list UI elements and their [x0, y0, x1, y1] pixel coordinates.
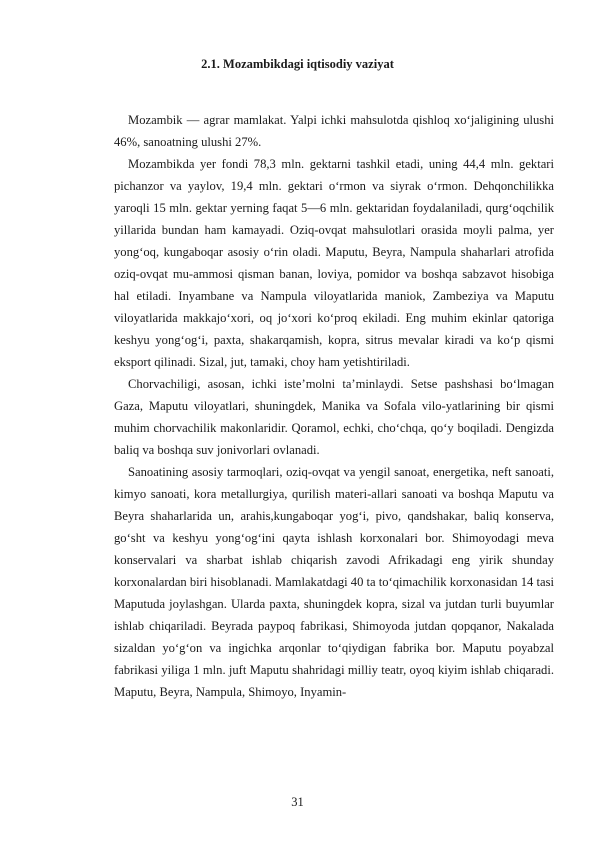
page-number: 31	[291, 795, 304, 809]
body-text	[114, 109, 554, 703]
paragraph-agriculture-share: Mozambik — agrar mamlakat. Yalpi ichki mahsulotda qishloq xo‘jaligining ulushi 46%, sanoatning ulushi 27%.	[114, 113, 554, 149]
section-title: 2.1. Mozambikdagi iqtisodiy vaziyat	[201, 57, 394, 71]
paragraph-livestock: Chorvachiligi, asosan, ichki iste’molni ta’minlaydi. Setse pashshasi bo‘lmagan Gaza, Maputu viloyatlari, shuningdek, Manika va Sofala vilo-yatlarining bir qismi muhim chorvachilik makonlaridir. Qoramol, echki, cho‘chqa, qo‘y boqiladi. Dengizda baliq va boshqa suv jonivorlari ovlanadi.	[114, 377, 554, 457]
paragraph-industry: Sanoatining asosiy tarmoqlari, oziq-ovqat va yengil sanoat, energetika, neft sanoati, kimyo sanoati, kora metallurgiya, qurilish materi-allari sanoati va boshqa Maputu va Beyra shaharlarida un, arahis,kungaboqar yog‘i, pivo, qandshakar, baliq konserva, go‘sht va keshyu yong‘og‘ini qayta ishlash korxonalari bor. Shimoyodagi meva konservalari va sharbat ishlab chiqarish zavodi Afrikadagi eng yirik shunday korxonalardan biri hisoblanadi. Mamlakatdagi 40 ta to‘qimachilik korxonasidan 14 tasi Maputuda joylashgan. Ularda paxta, shuningdek kopra, sizal va jutdan turli buyumlar ishlab chiqariladi. Beyrada paypoq fabrikasi, Shimoyoda jutdan qopqanor, Nakalada sizaldan yo‘g‘on va ingichka arqonlar to‘qiydigan fabrika bor. Maputu poyabzal fabrikasi yiliga 1 mln. juft Maputu shahridagi milliy teatr, oyoq kiyim ishlab chiqaradi. Maputu, Beyra, Nampula, Shimoyo, Inyamin-	[114, 465, 554, 699]
paragraph-land-fund: Mozambikda yer fondi 78,3 mln. gektarni tashkil etadi, uning 44,4 mln. gektari pichanzor va yaylov, 19,4 mln. gektari o‘rmon va siyrak o‘rmon. Dehqonchilikka yaroqli 15 mln. gektar yerning faqat 5—6 mln. gektaridan foydalaniladi, qurg‘oqchilik yillarida bundan ham kamayadi. Oziq-ovqat mahsulotlari orasida moyli palma, yer yong‘oq, kungaboqar asosiy o‘rin oladi. Maputu, Beyra, Nampula shaharlari atrofida oziq-ovqat mu-ammosi qisman banan, loviya, pomidor va boshqa sabzavot hisobiga hal etiladi. Inyambane va Nampula viloyatlarida maniok, Zambeziya va Maputu viloyatlarida makkajo‘xori, oq jo‘xori ko‘proq ekiladi. Eng muhim ekinlar qatoriga keshyu yong‘og‘i, paxta, shakarqamish, kopra, sitrus mevalar kiradi va ko‘p qismi eksport qilinadi. Sizal, jut, tamaki, choy ham yetishtiriladi.	[114, 157, 554, 369]
